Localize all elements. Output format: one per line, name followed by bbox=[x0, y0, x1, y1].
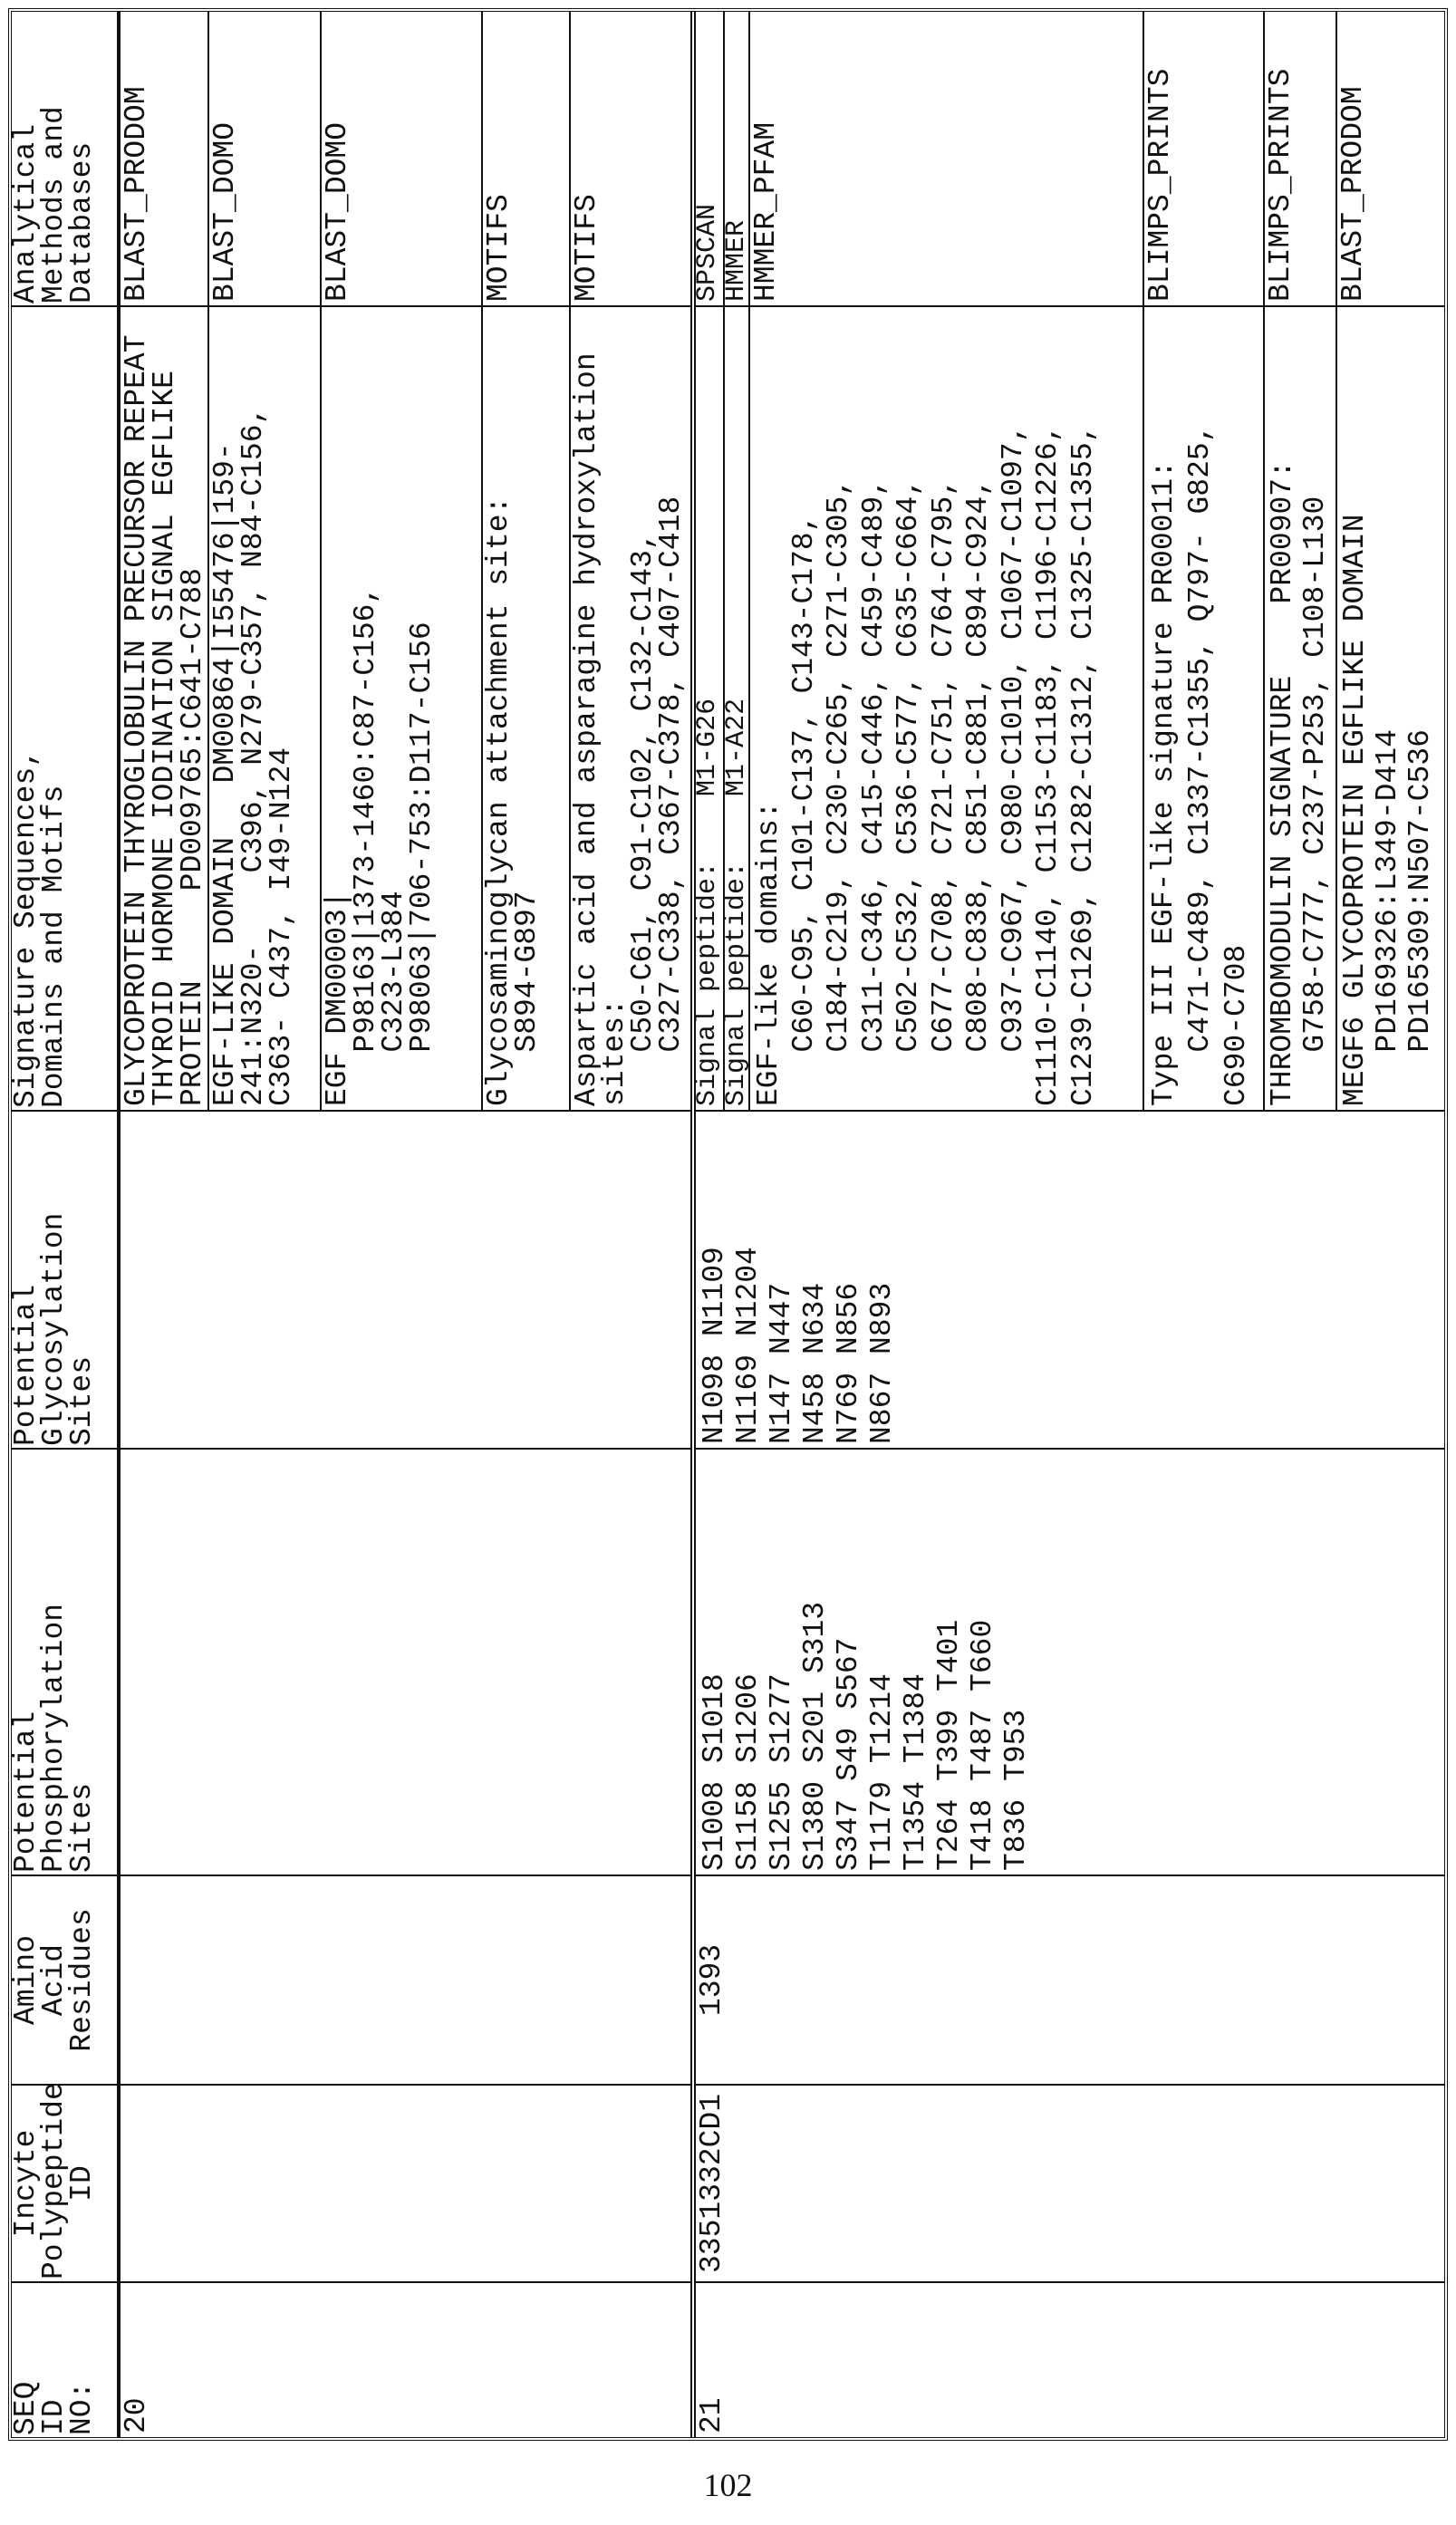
header-signature-sequences: Signature Sequences, Domains and Motifs bbox=[12, 305, 117, 1110]
phosphorylation-cell bbox=[121, 1448, 690, 1874]
phosphorylation-cell: S1008 S1018 S1158 S1206 S1255 S1277 S1380 S201 S313 S347 S49 S567 T1179 T1214 T1354 T1384 T264 T399 T401 T418 T487 T660 T836 T953 bbox=[696, 1448, 1444, 1874]
method-cell: BLIMPS_PRINTS bbox=[1265, 12, 1335, 305]
signature-cell: Signal peptide: M1-A22 bbox=[725, 305, 748, 1110]
incyte-id-cell bbox=[121, 2084, 690, 2281]
signature-subrow bbox=[1144, 12, 1265, 1110]
signature-subrow bbox=[1337, 12, 1444, 1110]
signature-subrow bbox=[750, 12, 1144, 1110]
signature-cell: EGF DM00003| P98163|1373-1460:C87-C156, C323-L384 P98063|706-753:D117-C156 bbox=[322, 305, 481, 1110]
signature-cell: Glycosaminoglycan attachment site: S894-G897 bbox=[483, 305, 569, 1110]
incyte-id-cell: 3351332CD1 bbox=[696, 2084, 1444, 2281]
signature-subrow bbox=[725, 12, 750, 1110]
seq-id-cell: 20 bbox=[121, 2281, 690, 2437]
header-seq-id: SEQ ID NO: bbox=[12, 2281, 117, 2437]
method-cell: BLIMPS_PRINTS bbox=[1144, 12, 1263, 305]
signature-subrow bbox=[1265, 12, 1337, 1110]
rotated-data-table bbox=[8, 8, 1448, 2441]
table-row-seq-20 bbox=[121, 12, 696, 2437]
signature-cell: EGF-like domains: C60-C95, C101-C137, C143-C178, C184-C219, C230-C265, C271-C305, C311-C346, C415-C446, C459-C489, C502-C532, C536-C577, C635-C664, C677-C708, C721-C751, C764-C795, C808-C838, C851-C881, C894-C924, C937-C967, C980-C1010, C1067-C1097, C1110-C1140, C1153-C1183, C1196-C1226, C1239-C1269, C1282-C1312, C1325-C1355, bbox=[750, 305, 1143, 1110]
glycosylation-cell: N1098 N1109 N1169 N1204 N147 N447 N458 N634 N769 N856 N867 N893 bbox=[696, 1110, 1444, 1448]
table-header-row bbox=[12, 12, 121, 2437]
method-cell: BLAST_PRODOM bbox=[1337, 12, 1444, 305]
signature-cell: THROMBOMODULIN SIGNATURE PR00907: G758-C777, C237-P253, C108-L130 bbox=[1265, 305, 1335, 1110]
signature-subrow bbox=[209, 12, 322, 1110]
method-cell: BLAST_PRODOM bbox=[121, 12, 207, 305]
header-glycosylation-sites: Potential Glycosylation Sites bbox=[12, 1110, 117, 1448]
glycosylation-cell bbox=[121, 1110, 690, 1448]
method-cell: SPSCAN bbox=[696, 12, 723, 305]
signature-cell: Type III EGF-like signature PR00011: C471-C489, C1337-C1355, Q797- G825, C690-C708 bbox=[1144, 305, 1263, 1110]
method-cell: BLAST_DOMO bbox=[322, 12, 481, 305]
signature-subrow bbox=[322, 12, 483, 1110]
method-cell: HMMER_PFAM bbox=[750, 12, 1143, 305]
signature-subrows bbox=[121, 12, 690, 1110]
signature-cell: Signal peptide: M1-G26 bbox=[696, 305, 723, 1110]
header-amino-acid-residues: Amino Acid Residues bbox=[12, 1874, 117, 2084]
signature-subrow bbox=[483, 12, 571, 1110]
header-phosphorylation-sites: Potential Phosphorylation Sites bbox=[12, 1448, 117, 1874]
table-row-seq-21 bbox=[696, 12, 1444, 2437]
header-analytical-methods: Analytical Methods and Databases bbox=[12, 12, 117, 305]
signature-cell: MEGF6 GLYCOPROTEIN EGFLIKE DOMAIN PD169326:L349-D414 PD165309:N507-C536 bbox=[1337, 305, 1444, 1110]
method-cell: MOTIFS bbox=[483, 12, 569, 305]
amino-acid-cell bbox=[121, 1874, 690, 2084]
seq-id-cell: 21 bbox=[696, 2281, 1444, 2437]
amino-acid-cell: 1393 bbox=[696, 1874, 1444, 2084]
signature-subrows bbox=[696, 12, 1444, 1110]
page-number: 102 bbox=[0, 2466, 1456, 2504]
signature-cell: EGF-LIKE DOMAIN DM00864|I55476|159- 241:N320- C396, N279-C357, N84-C156, C363- C437, I49-N124 bbox=[209, 305, 320, 1110]
signature-cell: Aspartic acid and asparagine hydroxylation sites: C50-C61, C91-C102, C132-C143, C327-C338, C367-C378, C407-C418 bbox=[571, 305, 690, 1110]
signature-cell: GLYCOPROTEIN THYROGLOBULIN PRECURSOR REPEAT THYROID HORMONE IODINATION SIGNAL EGFLIKE PROTEIN PD009765:C641-C788 bbox=[121, 305, 207, 1110]
method-cell: HMMER bbox=[725, 12, 748, 305]
method-cell: MOTIFS bbox=[571, 12, 690, 305]
signature-subrow bbox=[121, 12, 209, 1110]
signature-subrow bbox=[571, 12, 690, 1110]
header-incyte-polypeptide-id: Incyte Polypeptide ID bbox=[12, 2084, 117, 2281]
method-cell: BLAST_DOMO bbox=[209, 12, 320, 305]
